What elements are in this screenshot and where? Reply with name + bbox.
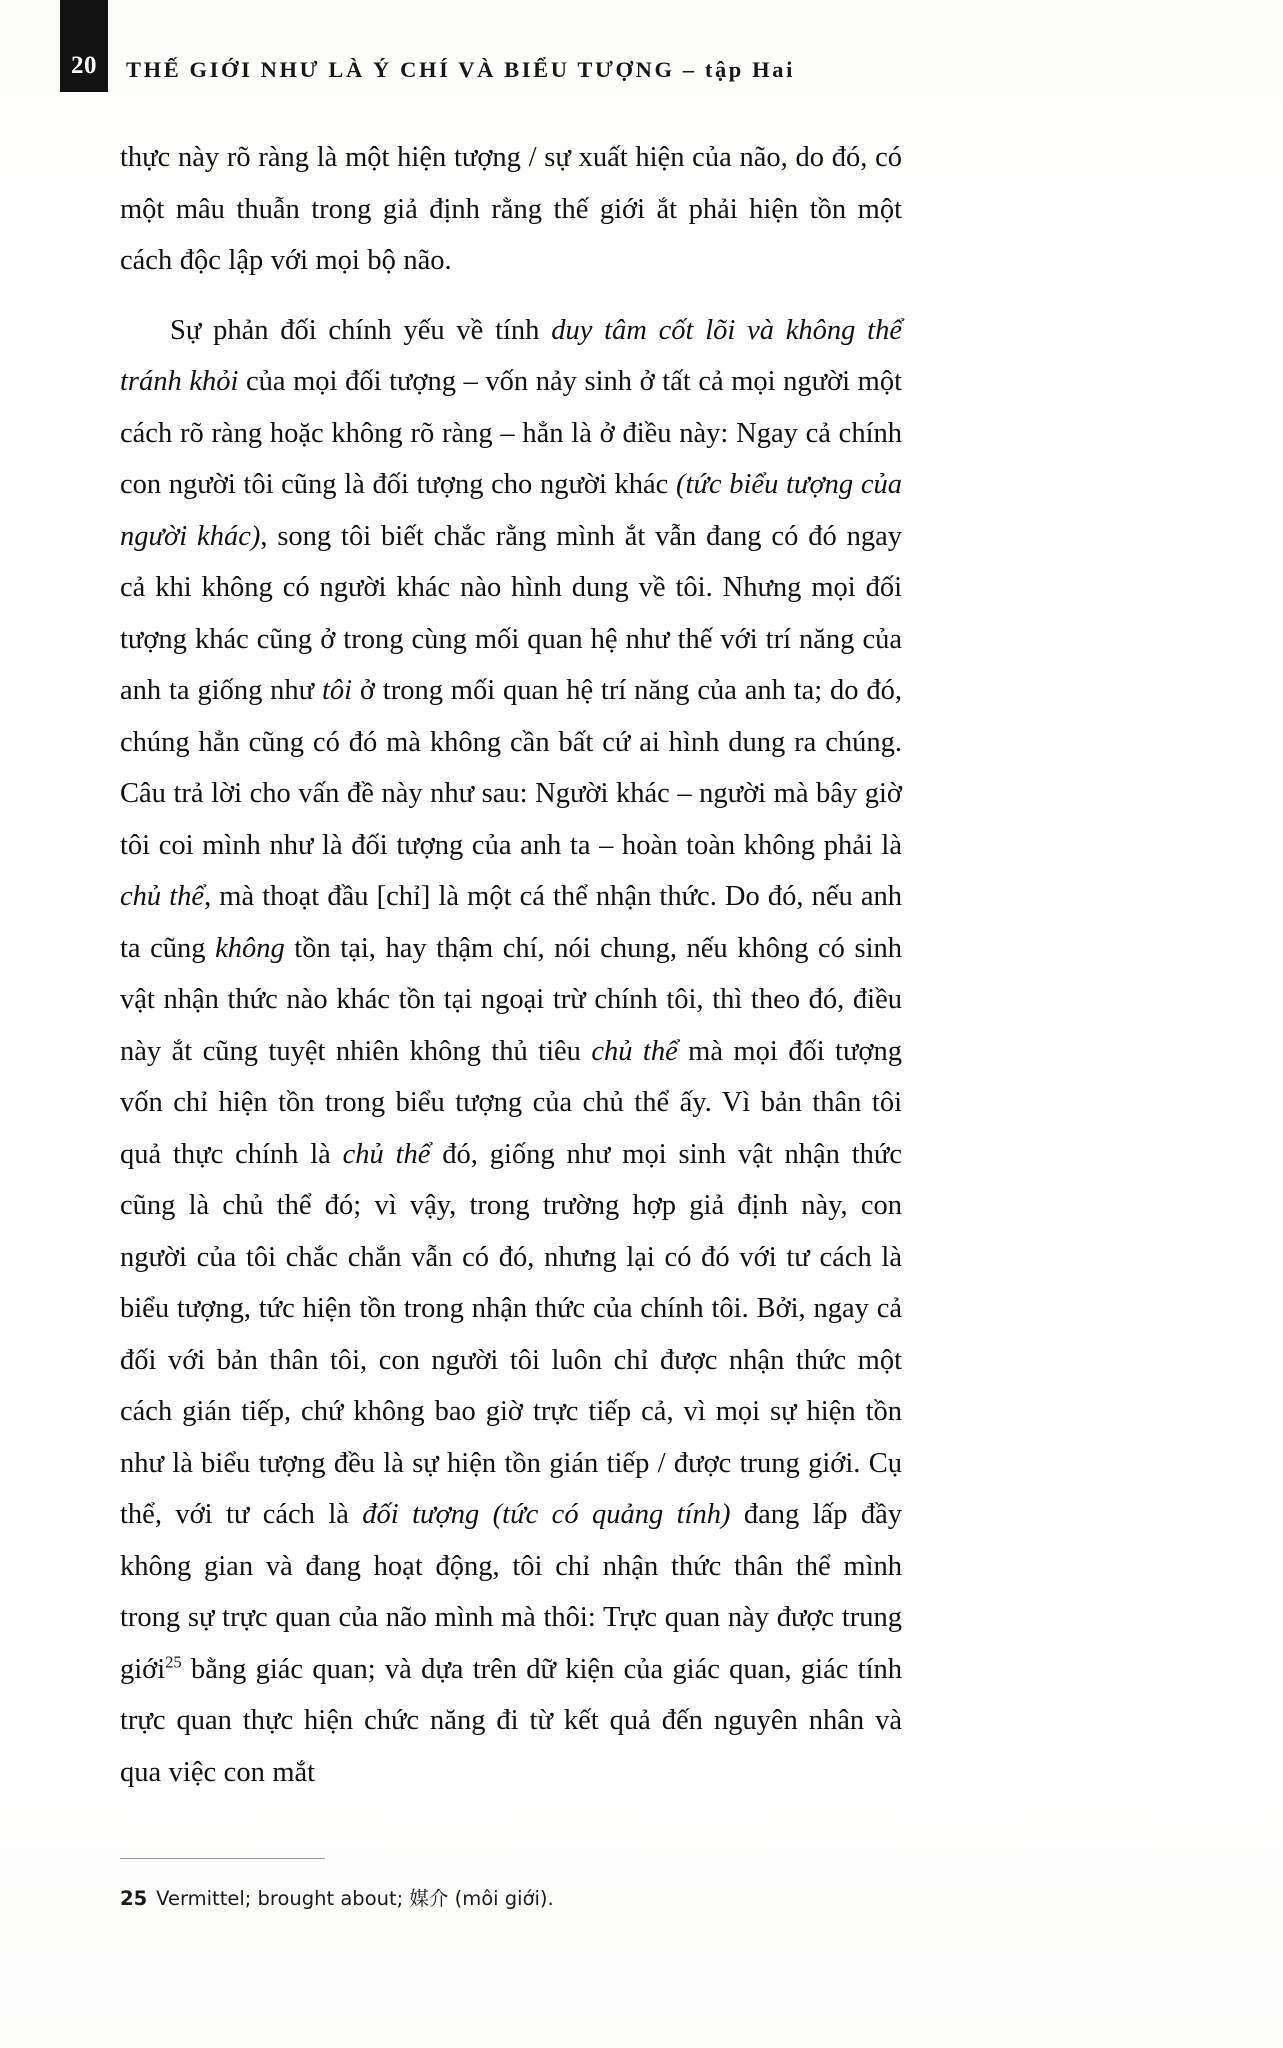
p2-emphasis-7: chủ thể <box>342 1138 431 1170</box>
footnote-reference-25[interactable]: 25 <box>165 1652 182 1671</box>
paragraph-1-text: thực này rõ ràng là một hiện tượng / sự xuất hiện của não, do đó, có một mâu thuẫn trong giả định rằng thế giới ắt phải hiện tồn một cách độc lập với mọi bộ não. <box>120 142 902 276</box>
footnote-separator-rule <box>120 1858 325 1859</box>
p2-run-8: đó, giống như mọi sinh vật nhận thức cũng là chủ thể đó; vì vậy, trong trường hợp giả định này, con người của tôi chắc chắn vẫn có đó, nhưng lại có đó với tư cách là biểu tượng, tức hiện tồn trong nhận thức của chính tôi. Bởi, ngay cả đối với bản thân tôi, con người tôi luôn chỉ được nhận thức một cách gián tiếp, chứ không bao giờ trực tiếp cả, vì mọi sự hiện tồn như là biểu tượng đều là sự hiện tồn gián tiếp / được trung giới. Cụ thể, với tư cách là <box>120 1138 902 1530</box>
running-head <box>0 0 1283 110</box>
p2-emphasis-8: đối tượng (tức có quảng tính) <box>362 1499 731 1530</box>
p2-run-6: tồn tại, hay thậm chí, nói chung, nếu không có sinh vật nhận thức nào khác tồn tại ngoại trừ chính tôi, thì theo đó, điều này ắt cũng tuyệt nhiên không thủ tiêu <box>120 932 902 1067</box>
body-text-column <box>120 132 902 1798</box>
p2-run-3: , song tôi biết chắc rằng mình ắt vẫn đang có đó ngay cả khi không có người khác nào hình dung về tôi. Nhưng mọi đối tượng khác cũng ở trong cùng mối quan hệ như thế với trí năng của anh ta giống như <box>120 520 902 706</box>
p2-run-1: Sự phản đối chính yếu về tính <box>170 314 552 346</box>
p2-run-2: của mọi đối tượng – vốn nảy sinh ở tất cả mọi người một cách rõ ràng hoặc không rõ ràng – hẳn là ở điều này: Ngay cả chính con người tôi cũng là đối tượng cho người khác <box>120 366 902 500</box>
paragraph-1 <box>120 132 902 287</box>
p2-run-5: , mà thoạt đầu [chỉ] là một cá thể nhận thức. Do đó, nếu anh ta cũng <box>120 881 902 964</box>
p2-run-4: ở trong mối quan hệ trí năng của anh ta; do đó, chúng hẳn cũng có đó mà không cần bất cứ ai hình dung ra chúng. Câu trả lời cho vấn đề này như sau: Người khác – người mà bây giờ tôi coi mình như là đối tượng của anh ta – hoàn toàn không phải là <box>120 675 902 861</box>
p2-run-10: bằng giác quan; và dựa trên dữ kiện của giác quan, giác tính trực quan thực hiện chức năng đi từ kết quả đến nguyên nhân và qua việc con mắt <box>120 1653 902 1788</box>
p2-emphasis-3: tôi <box>321 675 353 706</box>
p2-emphasis-1: duy tâm cốt lõi và không thể tránh khỏi <box>120 314 902 397</box>
p2-emphasis-4: chủ thể <box>120 881 205 912</box>
footnote-number: 25 <box>120 1887 148 1910</box>
footnote-text: Vermittel; brought about; 媒介 (môi giới). <box>156 1887 554 1910</box>
page-number-block <box>60 0 108 92</box>
running-title: THẾ GIỚI NHƯ LÀ Ý CHÍ VÀ BIỂU TƯỢNG – tập Hai <box>126 57 795 82</box>
footnote-area <box>120 1858 902 1913</box>
p2-run-9: đang lấp đầy không gian và đang hoạt động, tôi chỉ nhận thức thân thể mình trong sự trực quan của não mình mà thôi: Trực quan này được trung giới <box>120 1499 902 1685</box>
p2-emphasis-6: chủ thể <box>591 1035 678 1067</box>
page-number: 20 <box>71 52 97 79</box>
footnote-entry <box>120 1885 902 1913</box>
p2-emphasis-5: không <box>215 932 285 964</box>
paragraph-2 <box>120 305 902 1799</box>
p2-run-7: mà mọi đối tượng vốn chỉ hiện tồn trong biểu tượng của chủ thể ấy. Vì bản thân tôi quả thực chính là <box>120 1035 902 1170</box>
p2-emphasis-2: (tức biểu tượng của người khác) <box>120 469 902 552</box>
